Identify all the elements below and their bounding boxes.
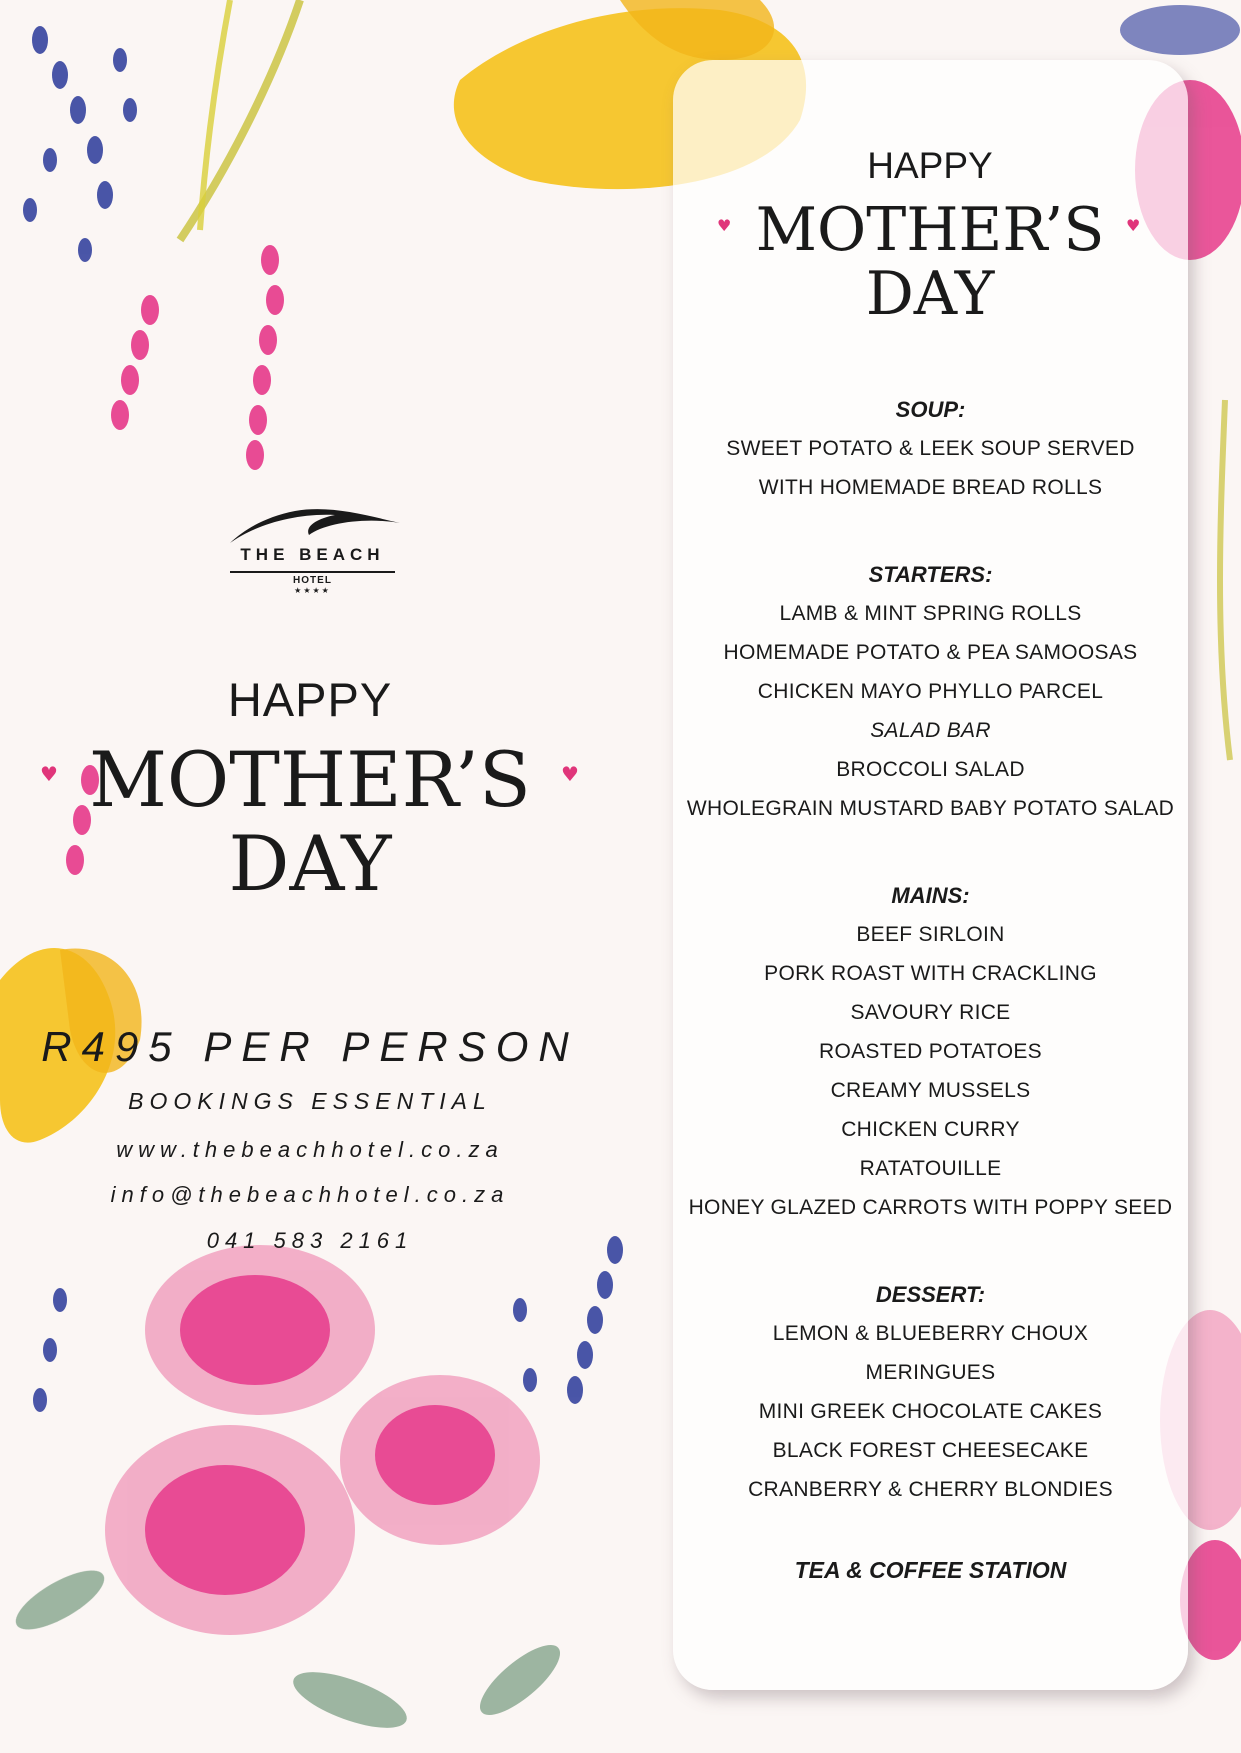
card-mothers-heading: MOTHER’S: [755, 195, 1105, 265]
menu-item: SALAD BAR: [870, 719, 991, 742]
menu-item: HOMEMADE POTATO & PEA SAMOOSAS: [723, 641, 1138, 664]
menu-item: ROASTED POTATOES: [818, 1040, 1042, 1063]
tea-coffee-station: TEA & COFFEE STATION: [794, 1557, 1067, 1583]
heart-icon: ♥: [1126, 216, 1141, 235]
menu-item: PORK ROAST WITH CRACKLING: [764, 962, 1097, 985]
navy-lavender-top-left: [23, 26, 137, 262]
menu-item: HONEY GLAZED CARROTS WITH POPPY SEED: [688, 1196, 1173, 1219]
section-title: SOUP:: [895, 397, 966, 422]
logo-stars: ★★★★: [294, 586, 331, 595]
pink-roses-bottom: [105, 1245, 540, 1635]
menu-list: [673, 390, 1188, 1590]
menu-item: SWEET POTATO & LEEK SOUP SERVED: [726, 437, 1135, 460]
menu-item: CHICKEN MAYO PHYLLO PARCEL: [757, 680, 1104, 703]
card-happy-heading: HAPPY: [867, 145, 993, 186]
menu-item: BROCCOLI SALAD: [836, 758, 1025, 781]
menu-item: RATATOUILLE: [859, 1157, 1002, 1180]
logo-name: THE BEACH: [240, 545, 385, 564]
menu-item: SAVOURY RICE: [850, 1001, 1011, 1024]
left-happy-heading: HAPPY: [227, 673, 393, 726]
left-day-heading: DAY: [228, 819, 392, 908]
heart-icon: ♥: [717, 216, 732, 235]
logo-divider: [230, 571, 395, 573]
menu-section-starters: [673, 555, 1188, 828]
card-day-heading: DAY: [865, 259, 995, 329]
left-mothers-heading: MOTHER’S: [89, 735, 531, 824]
menu-section-dessert: [673, 1275, 1188, 1509]
menu-item: CREAMY MUSSELS: [830, 1079, 1031, 1102]
menu-item: WHOLEGRAIN MUSTARD BABY POTATO SALAD: [686, 797, 1175, 820]
wave-logo-icon: [225, 505, 400, 545]
email-link[interactable]: info@thebeachhotel.co.za: [110, 1182, 510, 1207]
menu-item: BLACK FOREST CHEESECAKE: [772, 1439, 1089, 1462]
website-link[interactable]: www.thebeachhotel.co.za: [116, 1137, 504, 1162]
section-title: DESSERT:: [875, 1282, 986, 1307]
menu-item: CRANBERRY & CHERRY BLONDIES: [748, 1478, 1113, 1501]
menu-item: CHICKEN CURRY: [841, 1118, 1020, 1141]
menu-item: MERINGUES: [865, 1361, 996, 1384]
menu-section-mains: [673, 876, 1188, 1227]
menu-section-soup: [673, 390, 1188, 507]
logo-sub: HOTEL: [293, 575, 332, 586]
menu-item: BEEF SIRLOIN: [856, 923, 1005, 946]
section-title: MAINS:: [891, 883, 970, 908]
menu-item: MINI GREEK CHOCOLATE CAKES: [758, 1400, 1103, 1423]
price-per-person: R495 PER PERSON: [41, 1023, 579, 1070]
heart-icon: ♥: [561, 762, 579, 786]
menu-item: WITH HOMEMADE BREAD ROLLS: [758, 476, 1103, 499]
section-title: STARTERS:: [868, 562, 993, 587]
heart-icon: ♥: [40, 762, 58, 786]
hotel-logo: [215, 505, 410, 597]
phone-number: 041 583 2161: [206, 1228, 414, 1253]
menu-item: LEMON & BLUEBERRY CHOUX: [772, 1322, 1089, 1345]
menu-item: LAMB & MINT SPRING ROLLS: [779, 602, 1082, 625]
yellow-stem: [180, 0, 300, 240]
bookings-essential: BOOKINGS ESSENTIAL: [128, 1088, 492, 1114]
